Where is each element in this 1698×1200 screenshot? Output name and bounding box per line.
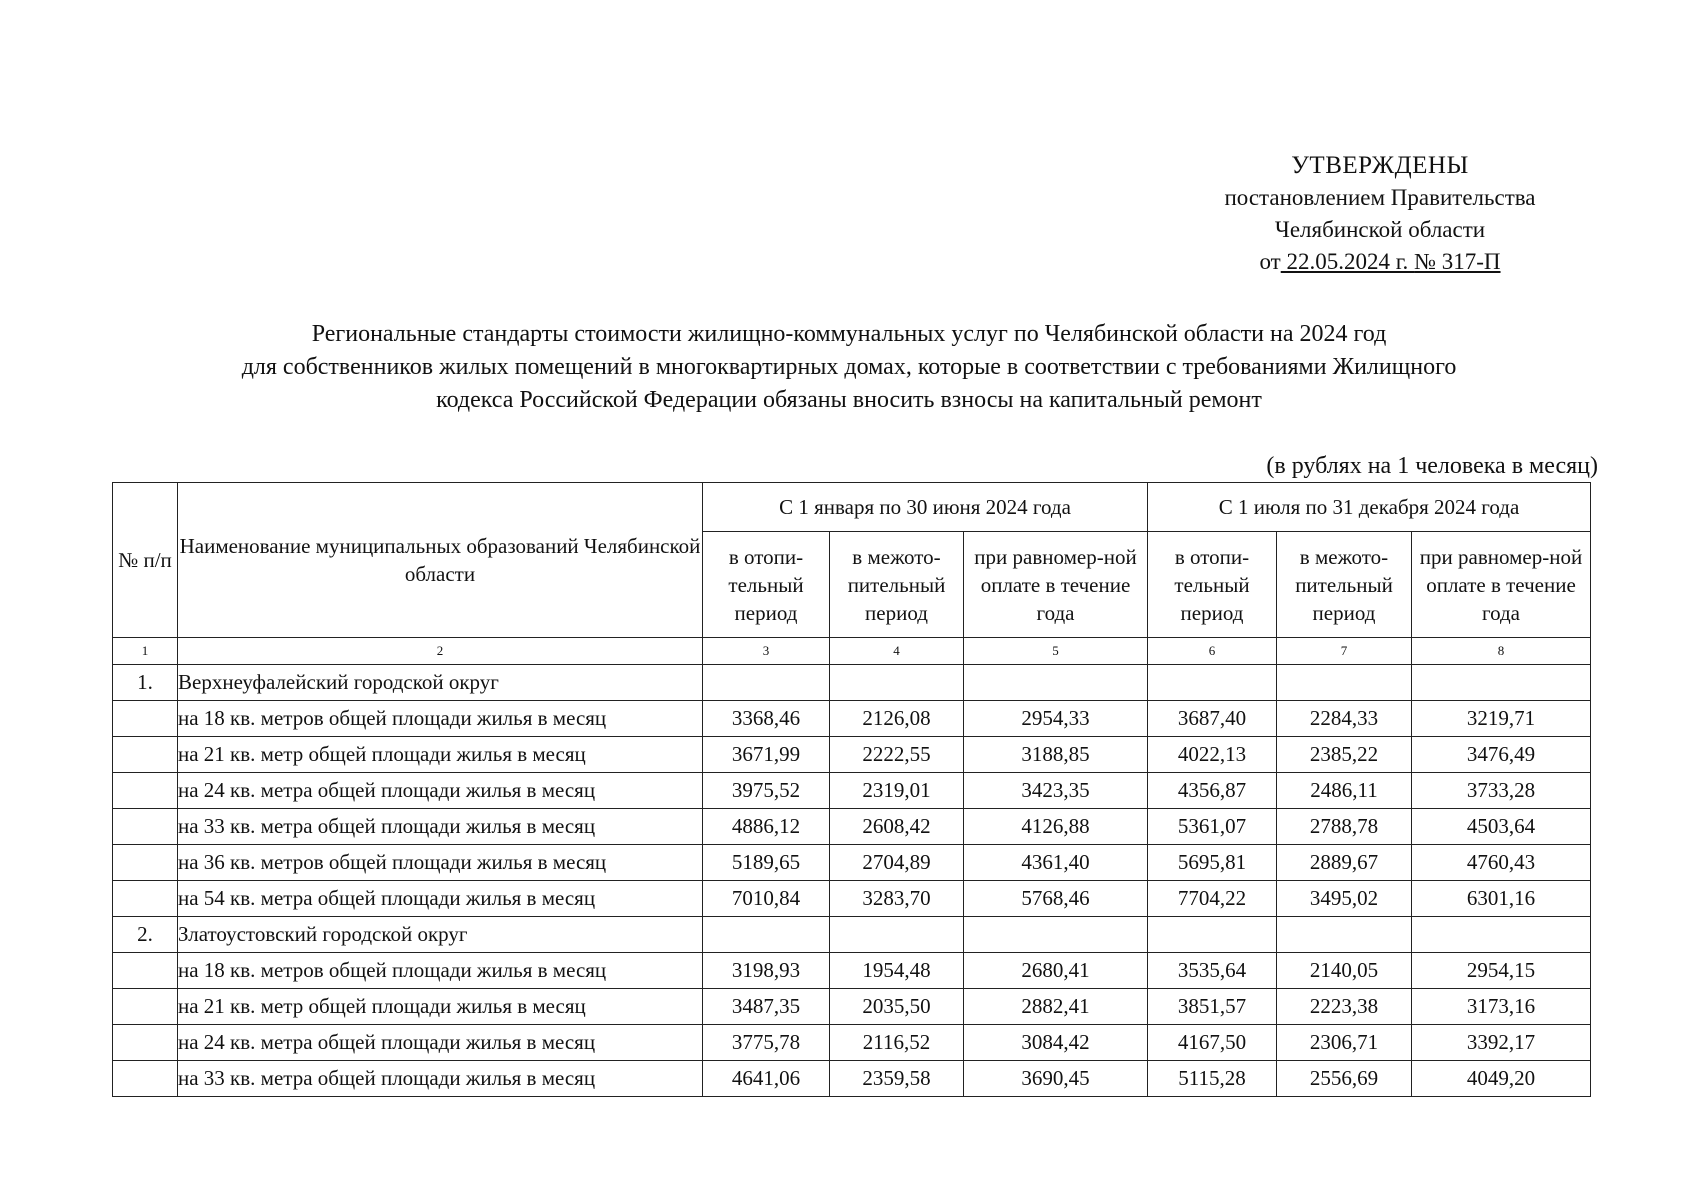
value-cell: 3671,99 [703, 737, 830, 773]
empty-cell [1148, 665, 1277, 701]
value-cell: 7010,84 [703, 881, 830, 917]
value-cell: 3487,35 [703, 989, 830, 1025]
value-cell: 2116,52 [830, 1025, 964, 1061]
value-cell: 3975,52 [703, 773, 830, 809]
approval-block [1180, 150, 1580, 278]
value-cell: 4049,20 [1412, 1061, 1591, 1097]
document-title [100, 318, 1598, 417]
value-cell: 2889,67 [1277, 845, 1412, 881]
value-cell: 4503,64 [1412, 809, 1591, 845]
column-number: 4 [830, 638, 964, 665]
empty-cell [1277, 917, 1412, 953]
value-cell: 3851,57 [1148, 989, 1277, 1025]
value-cell: 5189,65 [703, 845, 830, 881]
empty-cell [113, 1025, 178, 1061]
title-line-1: Региональные стандарты стоимости жилищно-коммунальных услуг по Челябинской области на 2024 год [311, 321, 1387, 347]
standards-table [112, 482, 1591, 1097]
approval-line-region: Челябинской области [1274, 217, 1486, 242]
approval-line-resolution: постановлением Правительства [1224, 185, 1536, 210]
empty-cell [113, 809, 178, 845]
value-cell: 7704,22 [1148, 881, 1277, 917]
table-row [113, 953, 1591, 989]
approval-order-line [1180, 246, 1580, 278]
table-row [113, 881, 1591, 917]
table-row [113, 737, 1591, 773]
value-cell: 3495,02 [1277, 881, 1412, 917]
column-number: 6 [1148, 638, 1277, 665]
value-cell: 2556,69 [1277, 1061, 1412, 1097]
value-cell: 5768,46 [964, 881, 1148, 917]
empty-cell [113, 737, 178, 773]
value-cell: 3368,46 [703, 701, 830, 737]
area-label: на 24 кв. метра общей площади жилья в месяц [178, 1025, 703, 1061]
area-label: на 33 кв. метра общей площади жилья в месяц [178, 1061, 703, 1097]
value-cell: 3535,64 [1148, 953, 1277, 989]
empty-cell [113, 1061, 178, 1097]
table-row [113, 989, 1591, 1025]
value-cell: 2486,11 [1277, 773, 1412, 809]
value-cell: 4361,40 [964, 845, 1148, 881]
table-row [113, 845, 1591, 881]
table-row [113, 809, 1591, 845]
value-cell: 2319,01 [830, 773, 964, 809]
area-label: на 54 кв. метра общей площади жилья в месяц [178, 881, 703, 917]
header-municipality-name: Наименование муниципальных образований Челябинской области [178, 483, 703, 638]
column-number: 2 [178, 638, 703, 665]
value-cell: 2788,78 [1277, 809, 1412, 845]
area-label: на 18 кв. метров общей площади жилья в месяц [178, 953, 703, 989]
group-row [113, 917, 1591, 953]
group-row [113, 665, 1591, 701]
value-cell: 4356,87 [1148, 773, 1277, 809]
value-cell: 3219,71 [1412, 701, 1591, 737]
table-row [113, 1061, 1591, 1097]
value-cell: 3084,42 [964, 1025, 1148, 1061]
area-label: на 18 кв. метров общей площади жилья в месяц [178, 701, 703, 737]
header-p2-non-heating: в межото-пительный период [1277, 532, 1412, 638]
value-cell: 3690,45 [964, 1061, 1148, 1097]
column-number: 3 [703, 638, 830, 665]
header-p2-heating: в отопи-тельный период [1148, 532, 1277, 638]
value-cell: 5361,07 [1148, 809, 1277, 845]
header-p1-uniform: при равномер-ной оплате в течение года [964, 532, 1148, 638]
empty-cell [1277, 665, 1412, 701]
empty-cell [113, 953, 178, 989]
value-cell: 2680,41 [964, 953, 1148, 989]
empty-cell [1412, 665, 1591, 701]
empty-cell [113, 773, 178, 809]
header-p1-non-heating: в межото-пительный период [830, 532, 964, 638]
value-cell: 2140,05 [1277, 953, 1412, 989]
area-label: на 36 кв. метров общей площади жилья в месяц [178, 845, 703, 881]
order-number: № 317-П [1414, 249, 1501, 274]
title-line-2: для собственников жилых помещений в многоквартирных домах, которые в соответствии с требованиями Жилищного [241, 354, 1457, 380]
empty-cell [830, 665, 964, 701]
value-cell: 3198,93 [703, 953, 830, 989]
empty-cell [964, 665, 1148, 701]
value-cell: 5115,28 [1148, 1061, 1277, 1097]
value-cell: 4167,50 [1148, 1025, 1277, 1061]
order-from-label: от [1259, 249, 1281, 274]
table-body [113, 665, 1591, 1097]
value-cell: 2222,55 [830, 737, 964, 773]
municipality-name: Златоустовский городской округ [178, 917, 703, 953]
value-cell: 2284,33 [1277, 701, 1412, 737]
value-cell: 5695,81 [1148, 845, 1277, 881]
value-cell: 3775,78 [703, 1025, 830, 1061]
value-cell: 2126,08 [830, 701, 964, 737]
value-cell: 4641,06 [703, 1061, 830, 1097]
header-period-2: С 1 июля по 31 декабря 2024 года [1148, 483, 1591, 532]
empty-cell [1148, 917, 1277, 953]
header-p1-heating: в отопи-тельный период [703, 532, 830, 638]
empty-cell [113, 989, 178, 1025]
value-cell: 1954,48 [830, 953, 964, 989]
value-cell: 3733,28 [1412, 773, 1591, 809]
empty-cell [830, 917, 964, 953]
column-number: 7 [1277, 638, 1412, 665]
value-cell: 3283,70 [830, 881, 964, 917]
units-note: (в рублях на 1 человека в месяц) [1266, 453, 1598, 479]
value-cell: 3476,49 [1412, 737, 1591, 773]
value-cell: 2385,22 [1277, 737, 1412, 773]
value-cell: 2223,38 [1277, 989, 1412, 1025]
value-cell: 6301,16 [1412, 881, 1591, 917]
column-number: 1 [113, 638, 178, 665]
area-label: на 21 кв. метр общей площади жилья в месяц [178, 737, 703, 773]
empty-cell [113, 845, 178, 881]
group-number: 2. [113, 917, 178, 953]
empty-cell [703, 665, 830, 701]
value-cell: 2608,42 [830, 809, 964, 845]
value-cell: 3188,85 [964, 737, 1148, 773]
empty-cell [964, 917, 1148, 953]
value-cell: 2359,58 [830, 1061, 964, 1097]
area-label: на 24 кв. метра общей площади жилья в месяц [178, 773, 703, 809]
value-cell: 2882,41 [964, 989, 1148, 1025]
group-number: 1. [113, 665, 178, 701]
value-cell: 2306,71 [1277, 1025, 1412, 1061]
municipality-name: Верхнеуфалейский городской округ [178, 665, 703, 701]
value-cell: 2704,89 [830, 845, 964, 881]
value-cell: 4126,88 [964, 809, 1148, 845]
area-label: на 33 кв. метра общей площади жилья в месяц [178, 809, 703, 845]
table-row [113, 773, 1591, 809]
value-cell: 2954,15 [1412, 953, 1591, 989]
value-cell: 4760,43 [1412, 845, 1591, 881]
value-cell: 4022,13 [1148, 737, 1277, 773]
area-label: на 21 кв. метр общей площади жилья в месяц [178, 989, 703, 1025]
empty-cell [113, 881, 178, 917]
table-row [113, 701, 1591, 737]
empty-cell [113, 701, 178, 737]
title-line-3: кодекса Российской Федерации обязаны вносить взносы на капитальный ремонт [436, 387, 1262, 413]
value-cell: 3173,16 [1412, 989, 1591, 1025]
header-p2-uniform: при равномер-ной оплате в течение года [1412, 532, 1591, 638]
value-cell: 4886,12 [703, 809, 830, 845]
approval-heading: УТВЕРЖДЕНЫ [1291, 152, 1469, 179]
value-cell: 3392,17 [1412, 1025, 1591, 1061]
value-cell: 2954,33 [964, 701, 1148, 737]
table-row [113, 1025, 1591, 1061]
value-cell: 3423,35 [964, 773, 1148, 809]
column-number: 8 [1412, 638, 1591, 665]
column-number: 5 [964, 638, 1148, 665]
empty-cell [1412, 917, 1591, 953]
value-cell: 2035,50 [830, 989, 964, 1025]
order-date: 22.05.2024 г. [1280, 249, 1415, 274]
header-period-1: С 1 января по 30 июня 2024 года [703, 483, 1148, 532]
empty-cell [703, 917, 830, 953]
header-row-number: № п/п [113, 483, 178, 638]
value-cell: 3687,40 [1148, 701, 1277, 737]
